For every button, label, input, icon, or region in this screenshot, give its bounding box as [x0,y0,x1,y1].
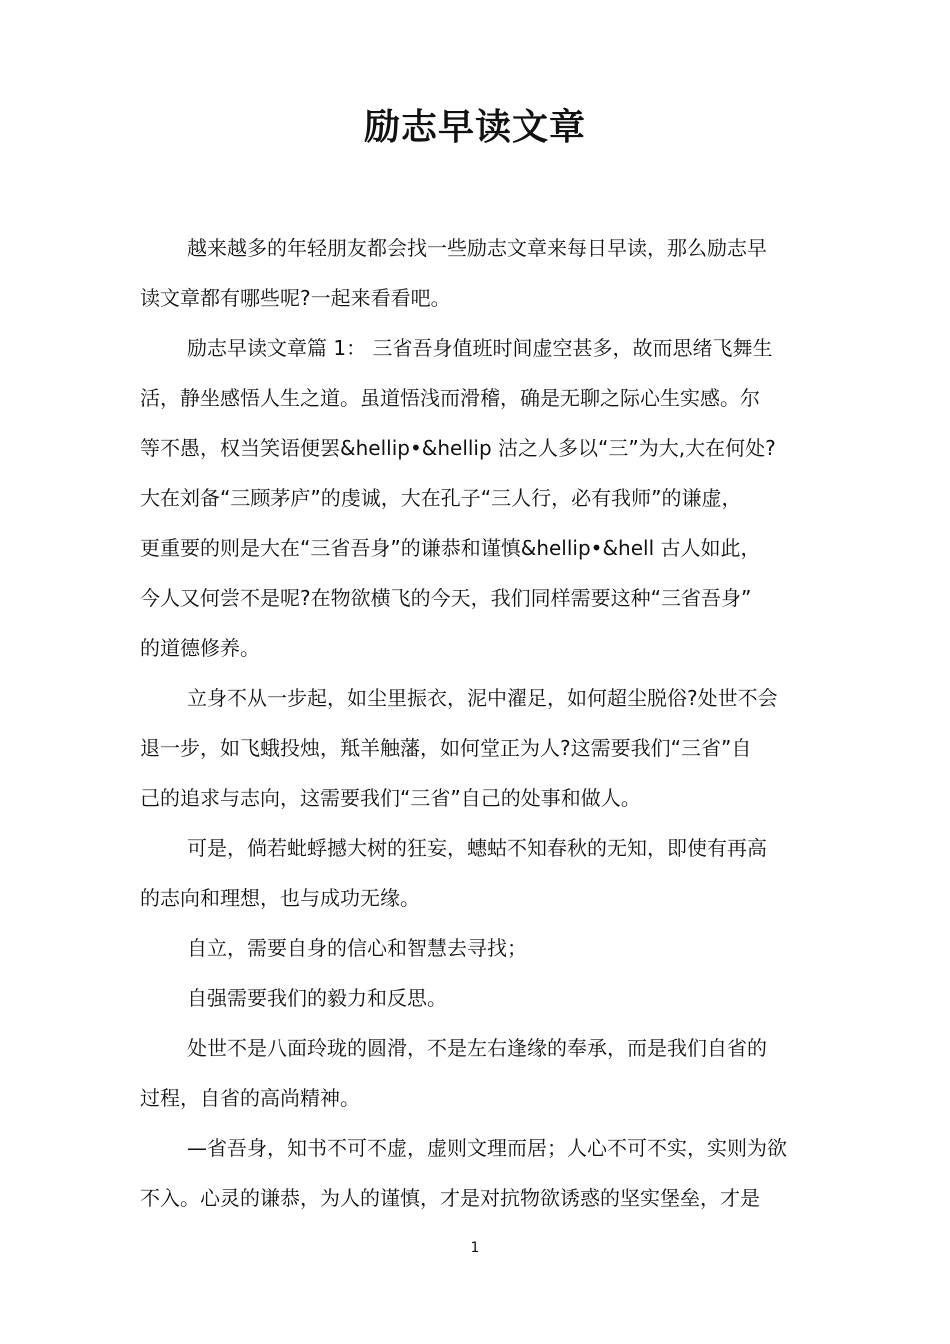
text-line: 今人又何尝不是呢?在物欲横飞的今天，我们同样需要这种“三省吾身” [140,586,752,610]
text-line: 越来越多的年轻朋友都会找一些励志文章来每日早读，那么励志早 [187,236,767,260]
text-line: 处世不是八面玲珑的圆滑，不是左右逢缘的奉承，而是我们自省的 [187,1036,767,1060]
text-line: 的志向和理想，也与成功无缘。 [140,886,420,910]
text-line: 励志早读文章篇 1： 三省吾身值班时间虚空甚多，故而思绪飞舞生 [187,336,773,360]
text-line: 己的追求与志向，这需要我们“三省”自己的处事和做人。 [140,786,641,810]
text-line: 活，静坐感悟人生之道。虽道悟浅而滑稽，确是无聊之际心生实感。尔 [140,386,760,410]
text-line: 大在刘备“三顾茅庐”的虔诚，大在孔子“三人行，必有我师”的谦虚， [140,486,742,510]
text-line: 的道德修养。 [140,636,260,660]
document-body [140,228,812,1228]
text-line: 等不愚，权当笑语便罢&hellip•&hellip 沽之人多以“三”为大,大在何处? [140,436,776,460]
text-line: —省吾身，知书不可不虚，虚则文理而居；人心不可不实，实则为欲 [187,1136,787,1160]
document-title: 励志早读文章 [363,107,586,148]
text-line: 退一步，如飞蛾投烛，羝羊触藩，如何堂正为人?这需要我们“三省”自 [140,736,752,760]
text-line: 可是，倘若蚍蜉撼大树的狂妄，蟪蛄不知春秋的无知，即使有再高 [187,836,767,860]
text-line: 自强需要我们的毅力和反思。 [187,986,447,1010]
text-line: 读文章都有哪些呢?一起来看看吧。 [140,286,451,310]
text-line: 不入。心灵的谦恭，为人的谨慎，才是对抗物欲诱惑的坚实堡垒，才是 [140,1186,760,1210]
text-line: 自立，需要自身的信心和智慧去寻找； [187,936,527,960]
page-number: 1 [470,1240,480,1256]
text-line: 更重要的则是大在“三省吾身”的谦恭和谨慎&hellip•&hell 古人如此， [140,536,761,560]
text-line: 过程，自省的高尚精神。 [140,1086,360,1110]
text-line: 立身不从一步起，如尘里振衣，泥中濯足，如何超尘脱俗?处世不会 [187,686,778,710]
